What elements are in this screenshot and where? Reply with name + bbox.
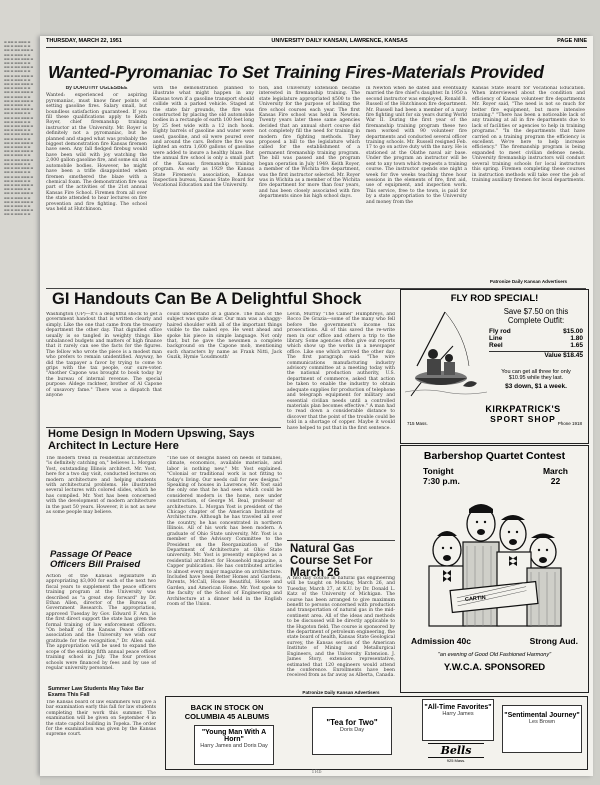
album-tea-for-two: "Tea for Two" Doris Day <box>312 707 392 755</box>
ad-line-2: Complete Outfit: <box>507 316 565 325</box>
store-name-1: KIRKPATRICK'S <box>485 404 561 414</box>
headline-law-students: Summer Law Students May Take Bar Exams This Fall <box>48 686 144 698</box>
adjacent-page-text: ▬ ▬▬ ▬ ▬▬▬ ▬ ▬▬ ▬ ▬▬▬ ▬ ▬ ▬▬ ▬ ▬▬ ▬▬▬ ▬ ▬▬ ▬ ▬▬▬ ▬ ▬ ▬▬ ▬ ▬▬ ▬▬▬ ▬ ▬▬ ▬ ▬▬▬ ▬ ▬ ▬▬ ▬ ▬▬ ▬▬▬ ▬ ▬▬ ▬ ▬▬▬ ▬ ▬ ▬▬ ▬ ▬▬ ▬▬▬ ▬ ▬▬ ▬ ▬▬▬ ▬ ▬ ▬▬ ▬ ▬▬ ▬▬▬ ▬ ▬▬ ▬ ▬▬▬ ▬ ▬ ▬▬ ▬ ▬▬ ▬▬▬ ▬ ▬▬ ▬ ▬▬▬ ▬ ▬ ▬▬ ▬ ▬▬ ▬▬▬ ▬ ▬▬ ▬ ▬▬▬ ▬ ▬ ▬▬ ▬ ▬▬ ▬▬▬ ▬ ▬▬ ▬ ▬▬▬ ▬ ▬ ▬▬ ▬ ▬▬ ▬▬▬ ▬ ▬▬ ▬ ▬▬▬ ▬ ▬ ▬▬ ▬ ▬▬ ▬▬▬ ▬ ▬▬ ▬ ▬▬▬ ▬ ▬ ▬▬ ▬ ▬▬ ▬▬▬ ▬ ▬▬ ▬ ▬▬▬ ▬ ▬ ▬▬ ▬ ▬▬ ▬▬▬ ▬ ▬▬ ▬ ▬▬▬ ▬ ▬ ▬▬ ▬ ▬▬ ▬▬▬ ▬ ▬▬ ▬ ▬▬▬ ▬ ▬ ▬▬ ▬ ▬▬ ▬▬▬ ▬ ▬▬ ▬ ▬▬▬ ▬ ▬ ▬▬ ▬ ▬▬ ▬▬▬ ▬ ▬▬ ▬ ▬▬▬ ▬ ▬ ▬▬ ▬ ▬▬ ▬▬▬ ▬ ▬▬ ▬ ▬▬▬ ▬ ▬ ▬▬ ▬ ▬▬ ▬▬▬ ▬ ▬▬ ▬ ▬▬▬ ▬ ▬ ▬▬ ▬ ▬▬ ▬▬▬ ▬ ▬▬ ▬ ▬▬▬ ▬ ▬ ▬▬ ▬ ▬▬ ▬▬▬ ▬ ▬▬ ▬ ▬▬▬ ▬ ▬ ▬▬ ▬ ▬▬ ▬▬▬ ▬ ▬▬ ▬ ▬▬▬ ▬ ▬ <box>4 40 34 217</box>
story3-column-1: The modern trend in residential architecture "is definitely catching on," believes L. Morgan Yost, outstanding Illinois architect. Mr. Yost, here for a two day visit, conducted lectures on modern architecture and helping students with architectural problems. He illustrated several lectures with colored slides, which he has compiled. Mr. Yost has been concerned with the development of modern architecture in the past 50 years. However, it is not as new as some people may believe. <box>46 456 156 516</box>
story6-body: A two day course in natural gas engineering will be taught on Monday, March 26, and Tuesday, March 27, at K.U. by Dr. Donald L. Katz of the University of Michigan. The course has been arranged to give maximum benefit to persons concerned with production and transportation of natural gas in the mid-continent area. All of the ideas and methods to be discussed will be directly applicable to the Hugoton field. The course is sponsored by the department of petroleum engineering, the state board of health, Kansas State Geological survey, the Kansas section of the American Institute of Mining and Metallurgical Engineers, and the University Extension. J. James Story, extension representative, estimated that 120 engineers would attend the conference. Enrollments have been received from as far away as Alberta, Canada. <box>287 576 395 679</box>
story1-text-1: Wanted: experienced or aspiring pyromaniac, must know finer points of setting gasoline fires. Salary small, but boundless satisfaction guaranteed. If you fill these qualifications apply to Keith Royer, chief firemanship training instructor at the University. Mr. Royer is definitely not a pyromaniac, but he planned and staged what was probably the biggest demonstration fire Kansas firemen have seen. Any fall fledged firebug would have been wild with joy watching the 2,000 gallon gasoline fire, and some six old automobile bodies. However, he might have been a trifle disappointed when firemen smothered the blaze with a chemical foam. The demonstration fire was part of the activities of the 21st annual Kansas Fire School. Firemen from all over the state attended to hear lectures on fire prevention and fire fighting. The school was held at Hutchinson. <box>46 93 147 212</box>
records-heading-2: COLUMBIA 45 ALBUMS <box>184 712 270 721</box>
ad-columbia-records <box>165 696 588 770</box>
story2-column-3: Levin, Murray "The Camel" Humphreys, and Rocco De Grazia—some of the many who fell before the government's income tax prosecutions. All of this saved the re-write men in our office and others a trip to the library. Some agencies often give out reports which show up the works in a newspaper office. Like one which arrived the other day. The first paragraph said: "The wire communications manufacturing industry advisory committee at a meeting today with the national production authority, U.S. department of commerce, asked that action be taken to enable the industry to obtain adequate supplies for production of telephone and telegraph equipment for military and essential civilian needs until a controlled materials plan becomes effective." A man had to read down a considerable distance to discover that the point of the trouble could be told in a shortage of copper. Maybe it would have helped to put that in the first sentence. <box>287 312 395 431</box>
header-paper-name: UNIVERSITY DAILY KANSAN, LAWRENCE, KANSAS <box>271 38 408 44</box>
story4-body: Action of the Kansas legislature in appropriating $3,000 for each of the next two fiscal years to supplement the peace officers training program at the University was described as "a great step forward" by Dr. Ethan Allen, director of the Bureau of Government Research. The appropriation, approved Tuesday by Gov. Edward F. Arn, is the first direct support the state has given the formal training of law enforcement officers. "On behalf of the Kansas Peace Officers association and the University we wish our gratitude for the recognition," Dr. Allen said. The appropriation will be used to expand the scope of the existing fifth annual peace officer training school in July. The four previous schools were financed by fees and by use of regular university personnel. <box>46 574 156 671</box>
records-heading-1: BACK IN STOCK ON <box>190 703 264 712</box>
store-phone: Phone 1918 <box>557 421 582 426</box>
admission-price: Admission 40c <box>411 636 471 646</box>
section-divider <box>287 540 395 541</box>
ad-barbershop-quartet <box>400 445 589 693</box>
headline-pyromaniac: Wanted-Pyromaniac To Set Training Fires-Materials Provided <box>48 62 544 82</box>
headline-home-design: Home Design In Modern Upswing, Says Architect In Lecture Here <box>48 428 255 452</box>
ad-fly-rod <box>400 289 589 444</box>
sponsor-ywca: Y.W.C.A. SPONSORED <box>443 662 546 673</box>
ad-line-1: Save $7.50 on this <box>503 307 569 316</box>
album-all-time-favorites: "All-Time Favorites" Harry James <box>422 699 494 741</box>
story1-column-5: Kansas State Board for Vocational Education. When interviewed about the condition and efficiency of Kansas volunteer fire departments Mr. Royer said, "The need is not so much for better fire equipment, but more intensive training." "There has been a noticeable lack of any training at all in fire departments due to lack of facilities or agencies to help in training programs." "In the departments that have carried on a training program the efficiency is excellent. We're here to help increase efficiency." The firemanship program is being expanded to meet civilian defense needs. University firemanship instructors will conduct several training schools for local instructors this spring. Firemen completing these courses in instruction methods will take over the job of training auxiliary firemen for local departments. <box>472 86 585 183</box>
event-day: 22 <box>550 476 561 486</box>
venue: Strong Aud. <box>529 636 578 646</box>
song-sheet-label: CARTIN <box>464 594 487 604</box>
byline: By DOROTHY OGLESBEE <box>65 86 128 91</box>
newspaper-page <box>40 36 593 776</box>
story1-column-3: tion, and University Extension became interested in firemanship training. The state legislature appropriated $500 to the University for the purpose of holding the fire school courses each year. The first Kansas Fire school was held in Newton. Twenty years later these same agencies decided that an annual short course did not completely fill the need for training in modern fire fighting methods. They proposed a bill to the legislature which called for the establishment of a permanent firemanship training program. The bill was passed and the program began operation in July 1949. Keith Royer, a member of the Wichita fire department, was the first instructor selected. Mr. Royer was in Wichita as a member of the Wichita fire department for more than four years, and has been closely associated with fire departments since his high school days. <box>259 86 360 200</box>
offer-line-2: $10.95 while they last. <box>508 375 564 381</box>
headline-natural-gas: Natural Gas Course Set For March 26 <box>290 543 373 580</box>
headline-peace-officers: Passage Of Peace Officers Bill Praised <box>50 549 141 570</box>
event-tonight: Tonight <box>423 466 454 476</box>
ad-fly-rod-title: FLY ROD SPECIAL! <box>450 293 539 304</box>
store-logo-bells: Bells <box>428 743 484 758</box>
story1-column-1 <box>46 86 147 286</box>
adjacent-page-edge <box>0 0 40 785</box>
story2-column-2: could understand at a glance. The man of the subject was quite clear. Our man was a shaggy-haired shoulder with all of the important things visible to the naked eye. He went ahead and spoke his piece in simple language. Not only that, but he gave the newsmen a complete background on the Capone mob, mentioning such characters by name as Frank Nitti, Jack Guzik, Hymie 'Loudmouth' <box>167 312 282 361</box>
value-total: Value $18.45 <box>489 351 583 359</box>
story1-column-4: in Newton when he dated and eventually married the fire chief's daughter. In 1950 a second instructor was employed, Ronald B. Russell of the Hutchinson fire department. Mr. Russell had been a member of a navy fire fighting unit for six years during World War II. During the first year of the firemanship training program these two men worked with 90 volunteer fire departments and conducted several officer training schools. Mr. Russell resigned Feb. 17 to go on active duty with the navy. He is stationed at the Olathe naval air base. Under the program an instructor will be sent to any town which requests a training course. The instructor spends one night a week for five weeks teaching three hour sessions in the elements of fire, first aid, use of equipment, and inspection work. This service, free to the town, is paid for by a state appropriation to the University and money from the <box>366 86 467 205</box>
store-address: 715 Mass. <box>407 421 428 426</box>
page-footer-mark: 1Rb <box>311 769 322 775</box>
store-address: 925 Mass. <box>446 758 466 763</box>
page-header <box>46 38 587 48</box>
event-slogan: "an evening of Good Old Fashioned Harmony" <box>437 652 552 658</box>
event-month: March <box>542 466 568 476</box>
quartet-illustration <box>421 490 569 630</box>
price-row: Line 1.80 <box>489 335 583 342</box>
album-young-man: "Young Man With A Horn" Harry James and Doris Day <box>194 725 274 765</box>
store-name-2: SPORT SHOP <box>490 414 556 424</box>
sponsor-line-1: Patronize Daily Kansan Advertisers <box>489 279 568 284</box>
header-date: THURSDAY, MARCH 22, 1951 <box>46 38 122 44</box>
terms: $3 down, $1 a week. <box>505 383 567 390</box>
header-page-number: PAGE NINE <box>557 38 587 44</box>
fisherman-illustration <box>405 306 487 402</box>
ad-barbershop-title: Barbershop Quartet Contest <box>423 450 566 462</box>
price-row: Fly rod $15.00 <box>489 328 583 335</box>
story3-column-2: "The use of designs based on needs of families, climate, economics, available materials, and labor is nothing new," Mr. Yost explained. "Colonial or traditional work is not fitting to today's living. Our needs call for new designs." Speaking of houses in Lawrence, Mr. Yost said the only one that he had seen which could be considered modern is the home, now under construction, of George M. Beal, professor of architecture. L. Morgan Yost is president of the Chicago chapter of the American Institute of Architecture. Although he has traveled all over the country, he has concentrated in northern Illinois. All of his work has been modern. A graduate of Ohio State university, Mr. Yost is a member of the Advisory Committee to the President on the Reorganization of the Department of Architecture at Ohio State university. Mr. Yost is presently employed as a residential architect for Household magazine, a Capper publication. He has contributed articles to almost every major magazine on architecture. Included have been Better Homes and Gardens, Parents, McCall, House Beautiful, House and Garden, and American Home. Mr. Yost spoke to the faculty of the School of Engineering and Architecture at a dinner held in the English room of the Union. <box>167 456 282 607</box>
story5-body: The Kansas board of law examiners will give a bar examination early this fall for law students completing their work this summer. The examination will be given on September 4 in the state capitol building in Topeka. The order for the examination was given by the Kansas supreme court. <box>46 700 156 738</box>
event-time: 7:30 p.m. <box>423 476 460 486</box>
story1-column-2: with the demonstration planned to illustrate what might happen in any Kansas town if a gasoline transport should collide with a parked vehicle. Staged at the state fair grounds, the fire was constructed by placing the old automobile bodies in a rectangle of earth 100 feet long by 25 feet wide with a 12 inch hook. Eighty barrels of gasoline and water were used, gasoline, and oil were poured over and around the cars. Before the fire was lighted an extra 1,600 gallons of gasoline were added to insure a healthy blaze. But the annual fire school is only a small part of the Kansas firemanship training program. As early as 1929 the Kansas State Firemen's association, Kansas Inspection bureau, Kansas State Board for Vocational Education and the University. <box>153 86 254 189</box>
sponsor-line-2: Patronize Daily Kansan Advertisers <box>302 690 380 695</box>
album-sentimental-journey: "Sentimental Journey" Les Brown <box>502 705 582 753</box>
price-row: Reel 1.65 <box>489 342 583 349</box>
offer-line-1: You can get all three for only <box>501 369 571 375</box>
story2-column-1: Washington (UP)—It's a delightful shock to get a government handout that is written clearly and simply. Like the one that came from the treasury department the other day. That dignified office usually is so tangled in weighty things like unbalanced budgets and matters of high finance that it rarely can see the facts for the figures. The fellow who wrote the piece is a modest man who prefers to remain unidentified. Anyway, he did the taxpayer a favor by trying to come to grips with the tax people, our sure-voter. "Another Capone was brought to book today by the bureau of internal revenue. The special purpose: Aldege rackteer, brother of Al Capone of unsavory fame." There was a dispatch that anyone <box>46 312 162 399</box>
headline-gi-handouts: GI Handouts Can Be A Delightful Shock <box>52 290 362 308</box>
